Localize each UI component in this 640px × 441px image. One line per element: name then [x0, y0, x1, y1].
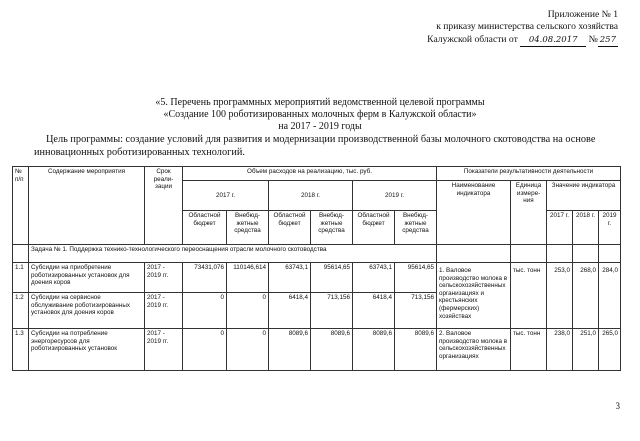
row-content: Субсидии на потребление энергоресурсов для роботизированных установок: [29, 329, 145, 371]
indicator-1-cont-2018: [573, 293, 599, 329]
row-extra-2019: 95614,65: [395, 263, 437, 293]
indicator-2-2019: 265,0: [599, 329, 621, 371]
indicator-1-2017: 253,0: [547, 263, 573, 293]
row-regional-2017: 73431,076: [183, 263, 227, 293]
col-header-2018: 2018 г.: [269, 181, 353, 211]
col-header-regional-2018: Областной бюджет: [269, 211, 311, 245]
table-row: [13, 329, 621, 371]
row-regional-2018: 6418,4: [269, 293, 311, 329]
row-number: 1.1: [13, 263, 29, 293]
task-v2019-cell: [599, 245, 621, 263]
indicator-2-unit: тыс. тонн: [511, 329, 547, 371]
indicator-1-cont-2017: [547, 293, 573, 329]
indicator-1-name: 1. Валовое производство молока в сельскохозяйственных организациях и крестьянских (фермерских) хозяйствах: [437, 263, 511, 329]
row-extra-2018: 95614,65: [311, 263, 353, 293]
col-header-expenses: Объем расходов на реализацию, тыс. руб.: [183, 167, 437, 181]
indicator-2-name: 2. Валовое производство молока в сельскохозяйственных организациях: [437, 329, 511, 371]
col-header-value-2017: 2017 г.: [547, 211, 573, 245]
handwritten-number: 257: [598, 34, 618, 47]
row-content: Субсидии на приобретение роботизированных установок для доения коров: [29, 263, 145, 293]
indicator-1-2018: 268,0: [573, 263, 599, 293]
col-header-value-2019: 2019 г.: [599, 211, 621, 245]
task-v2018-cell: [573, 245, 599, 263]
indicator-1-2019: 284,0: [599, 263, 621, 293]
row-extra-2017: 0: [227, 329, 269, 371]
row-extra-2017: 0: [227, 293, 269, 329]
table-row: [13, 293, 621, 329]
task-title: Задача № 1. Поддержка технико-технологического переоснащения отрасли молочного скотоводства: [29, 245, 437, 263]
order-header: [427, 9, 618, 47]
indicator-1-cont-2019: [599, 293, 621, 329]
col-header-content: Содержание мероприятия: [29, 167, 145, 245]
row-regional-2017: 0: [183, 329, 227, 371]
row-regional-2019: 6418,4: [353, 293, 395, 329]
order-date-line: [427, 34, 618, 47]
row-extra-2018: 713,156: [311, 293, 353, 329]
col-header-value-2018: 2018 г.: [573, 211, 599, 245]
row-number: 1.2: [13, 293, 29, 329]
task-indicator-cell: [437, 245, 511, 263]
table-row: [13, 263, 621, 293]
indicator-2-2018: 251,0: [573, 329, 599, 371]
col-header-indicator-value: Значение индикатора: [547, 181, 621, 211]
row-extra-2018: 8089,6: [311, 329, 353, 371]
row-extra-2017: 110146,614: [227, 263, 269, 293]
task-unit-cell: [511, 245, 547, 263]
col-header-indicators: Показатели результативности деятельности: [437, 167, 621, 181]
order-reference: к приказу министерства сельского хозяйства: [436, 21, 618, 33]
number-prefix: №: [588, 33, 598, 45]
indicator-1-unit-cont: [511, 293, 547, 329]
document-title: [0, 97, 640, 132]
col-header-2017: 2017 г.: [183, 181, 269, 211]
col-header-extra-2019: Внебюд-жетные средства: [395, 211, 437, 245]
program-activities-table: [12, 166, 621, 371]
row-regional-2019: 63743,1: [353, 263, 395, 293]
title-line-3: на 2017 - 2019 годы: [278, 120, 362, 132]
title-line-1: «5. Перечень программных мероприятий ведомственной целевой программы: [155, 97, 485, 108]
row-number: 1.3: [13, 329, 29, 371]
title-line-2: «Создание 100 роботизированных молочных ферм в Калужской области»: [163, 108, 477, 120]
handwritten-date: 04.08.2017: [520, 34, 586, 47]
col-header-number: № п/п: [13, 167, 29, 245]
region-date-prefix: Калужской области от: [427, 33, 518, 45]
col-header-term: Срок реали-зации: [145, 167, 183, 245]
col-header-extra-2018: Внебюд-жетные средства: [311, 211, 353, 245]
col-header-regional-2017: Областной бюджет: [183, 211, 227, 245]
row-term: 2017 - 2019 гг.: [145, 329, 183, 371]
row-term: 2017 - 2019 гг.: [145, 263, 183, 293]
col-header-2019: 2019 г.: [353, 181, 437, 211]
row-regional-2018: 8089,6: [269, 329, 311, 371]
row-term: 2017 - 2019 гг.: [145, 293, 183, 329]
row-extra-2019: 8089,6: [395, 329, 437, 371]
task-number-cell: [13, 245, 29, 263]
row-regional-2018: 63743,1: [269, 263, 311, 293]
program-goal: Цель программы: создание условий для развития и модернизации производственной базы молочного скотоводства на основе инновационных роботизированных технологий.: [34, 134, 596, 158]
row-regional-2017: 0: [183, 293, 227, 329]
col-header-unit: Единица измере-ния: [511, 181, 547, 245]
page-number: 3: [615, 401, 620, 411]
indicator-2-2017: 238,0: [547, 329, 573, 371]
row-regional-2019: 8089,6: [353, 329, 395, 371]
task-v2017-cell: [547, 245, 573, 263]
col-header-indicator-name: Наименование индикатора: [437, 181, 511, 245]
row-extra-2019: 713,156: [395, 293, 437, 329]
col-header-extra-2017: Внебюд-жетные средства: [227, 211, 269, 245]
row-content: Субсидии на сервисное обслуживание роботизированных установок для доения коров: [29, 293, 145, 329]
appendix-label: Приложение № 1: [547, 9, 618, 20]
col-header-regional-2019: Областной бюджет: [353, 211, 395, 245]
indicator-1-unit: тыс. тонн: [511, 263, 547, 293]
